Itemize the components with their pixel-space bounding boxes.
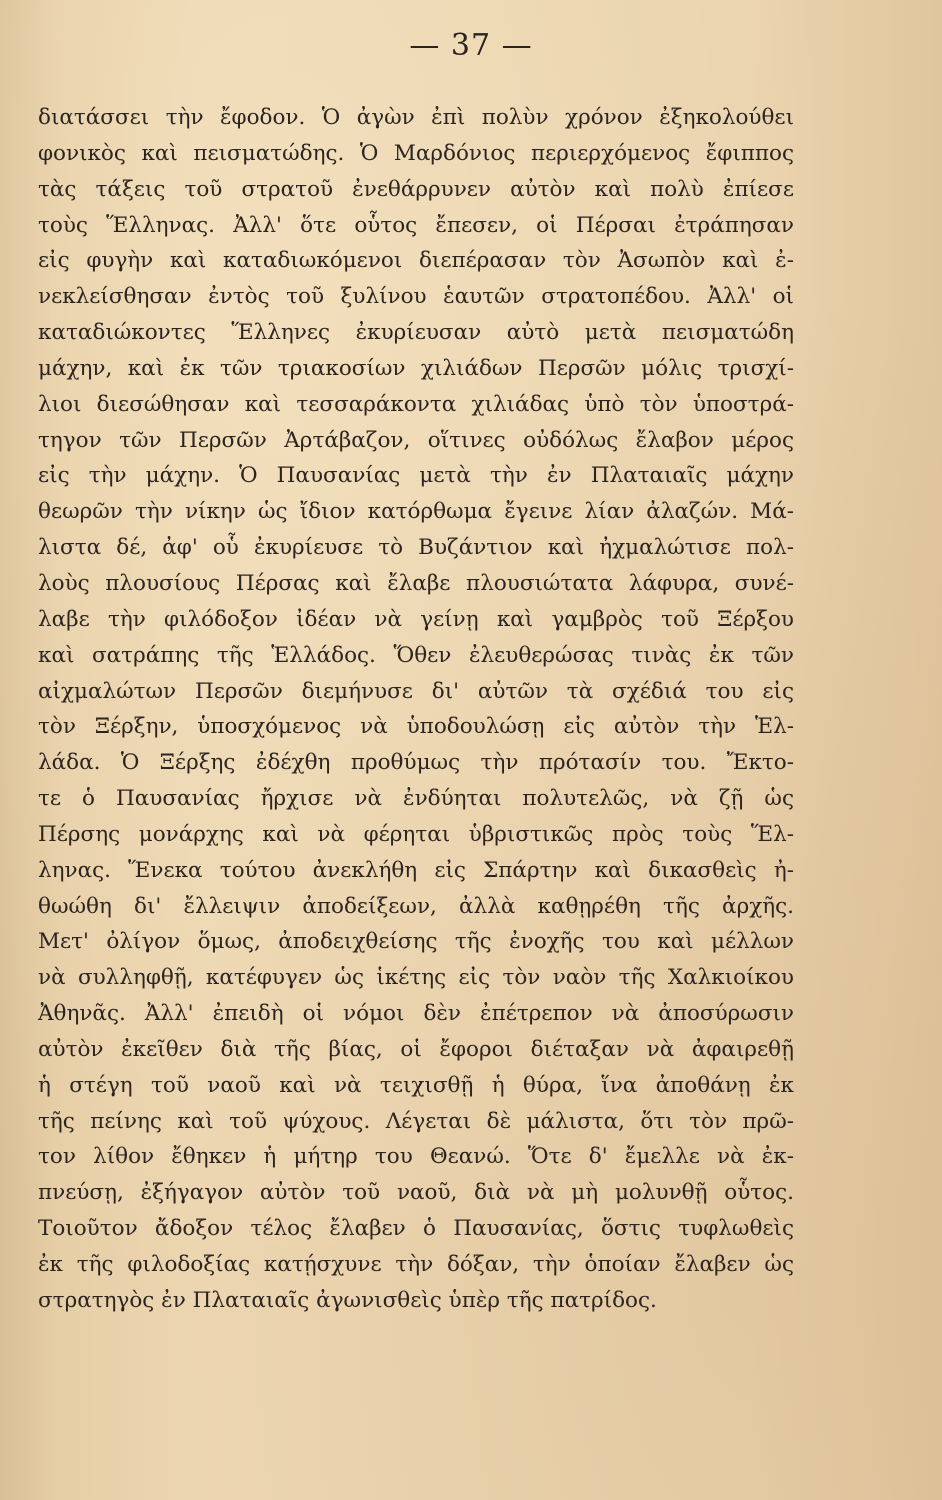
text-line: τοὺς Ἕλληνας. Ἀλλ' ὅτε οὗτος ἔπεσεν, οἱ Πέρσαι ἐτράπησαν	[38, 212, 794, 238]
text-line: λάδα. Ὁ Ξέρξης ἐδέχθη προθύμως τὴν πρότασίν του. Ἔκτο-	[38, 750, 794, 776]
text-line: φονικὸς καὶ πεισματώδης. Ὁ Μαρδόνιος περιερχόμενος ἔφιππος	[38, 140, 794, 166]
text-line: ἐκ τῆς φιλοδοξίας κατῄσχυνε τὴν δόξαν, τὴν ὁποίαν ἔλαβεν ὡς	[38, 1252, 794, 1277]
text-line: τον λίθον ἔθηκεν ἡ μήτηρ του Θεανώ. Ὅτε δ' ἔμελλε νὰ ἐκ-	[38, 1144, 794, 1170]
text-line: εἰς τὴν μάχην. Ὁ Παυσανίας μετὰ τὴν ἐν Πλαταιαῖς μάχην	[38, 463, 794, 489]
text-line: τε ὁ Παυσανίας ἤρχισε νὰ ἐνδύηται πολυτελῶς, νὰ ζῇ ὡς	[38, 786, 794, 812]
text-line: αἰχμαλώτων Περσῶν διεμήνυσε δι' αὐτῶν τὰ σχέδιά του εἰς	[38, 678, 794, 704]
text-line: διατάσσει τὴν ἔφοδον. Ὁ ἀγὼν ἐπὶ πολὺν χρόνον ἐξηκολούθει	[38, 105, 794, 130]
text-line: ἡ στέγη τοῦ ναοῦ καὶ νὰ τειχισθῇ ἡ θύρα, ἵνα ἀποθάνῃ ἐκ	[38, 1072, 794, 1098]
text-line: αὐτὸν ἐκεῖθεν διὰ τῆς βίας, οἱ ἔφοροι διέταξαν νὰ ἀφαιρεθῇ	[38, 1036, 794, 1062]
text-line: Πέρσης μονάρχης καὶ νὰ φέρηται ὑβριστικῶς πρὸς τοὺς Ἕλ-	[38, 821, 794, 847]
text-line: καὶ σατράπης τῆς Ἑλλάδος. Ὅθεν ἐλευθερώσας τινὰς ἐκ τῶν	[38, 642, 794, 668]
text-line: θωώθη δι' ἔλλειψιν ἀποδείξεων, ἀλλὰ καθῃρέθη τῆς ἀρχῆς.	[38, 893, 794, 919]
text-line: θεωρῶν τὴν νίκην ὡς ἴδιον κατόρθωμα ἔγεινε λίαν ἀλαζών. Μά-	[38, 499, 794, 525]
page-number: — 37 —	[409, 28, 533, 63]
text-line: λιοι διεσώθησαν καὶ τεσσαράκοντα χιλιάδας ὑπὸ τὸν ὑποστρά-	[38, 391, 794, 417]
text-line: στρατηγὸς ἐν Πλαταιαῖς ἀγωνισθεὶς ὑπὲρ τῆς πατρίδος.	[38, 1287, 657, 1313]
text-line: εἰς φυγὴν καὶ καταδιωκόμενοι διεπέρασαν τὸν Ἀσωπὸν καὶ ἐ-	[38, 248, 794, 274]
text-line: Τοιοῦτον ἄδοξον τέλος ἔλαβεν ὁ Παυσανίας, ὅστις τυφλωθεὶς	[38, 1216, 794, 1242]
text-line: τηγον τῶν Περσῶν Ἀρτάβαζον, οἵτινες οὐδόλως ἔλαβον μέρος	[38, 427, 794, 453]
text-line: νεκλείσθησαν ἐντὸς τοῦ ξυλίνου ἑαυτῶν στρατοπέδου. Ἀλλ' οἱ	[38, 284, 794, 310]
text-line: πνεύσῃ, ἐξήγαγον αὐτὸν τοῦ ναοῦ, διὰ νὰ μὴ μολυνθῇ οὗτος.	[38, 1180, 794, 1206]
text-line: τὰς τάξεις τοῦ στρατοῦ ἐνεθάρρυνεν αὐτὸν καὶ πολὺ ἐπίεσε	[38, 176, 794, 202]
text-line: μάχην, καὶ ἐκ τῶν τριακοσίων χιλιάδων Περσῶν μόλις τρισχί-	[38, 355, 794, 381]
text-line: λοὺς πλουσίους Πέρσας καὶ ἔλαβε πλουσιώτατα λάφυρα, συνέ-	[38, 570, 794, 596]
text-line: τὸν Ξέρξην, ὑποσχόμενος νὰ ὑποδουλώσῃ εἰς αὐτὸν τὴν Ἑλ-	[38, 714, 794, 740]
text-line: ληνας. Ἕνεκα τούτου ἀνεκλήθη εἰς Σπάρτην καὶ δικασθεὶς ἠ-	[38, 857, 794, 883]
body-text	[38, 100, 794, 1319]
text-line: νὰ συλληφθῇ, κατέφυγεν ὡς ἱκέτης εἰς τὸν ναὸν τῆς Χαλκιοίκου	[38, 965, 794, 991]
text-line: τῆς πείνης καὶ τοῦ ψύχους. Λέγεται δὲ μάλιστα, ὅτι τὸν πρῶ-	[38, 1108, 794, 1134]
text-line: Μετ' ὀλίγον ὅμως, ἀποδειχθείσης τῆς ἐνοχῆς του καὶ μέλλων	[38, 929, 794, 955]
text-line: Ἀθηνᾶς. Ἀλλ' ἐπειδὴ οἱ νόμοι δὲν ἐπέτρεπον νὰ ἀποσύρωσιν	[38, 1001, 794, 1027]
text-line: λιστα δέ, ἀφ' οὗ ἐκυρίευσε τὸ Βυζάντιον καὶ ἠχμαλώτισε πολ-	[38, 535, 794, 561]
text-line: λαβε τὴν φιλόδοξον ἰδέαν νὰ γείνῃ καὶ γαμβρὸς τοῦ Ξέρξου	[38, 606, 794, 632]
text-line: καταδιώκοντες Ἕλληνες ἐκυρίευσαν αὐτὸ μετὰ πεισματώδη	[38, 320, 794, 346]
